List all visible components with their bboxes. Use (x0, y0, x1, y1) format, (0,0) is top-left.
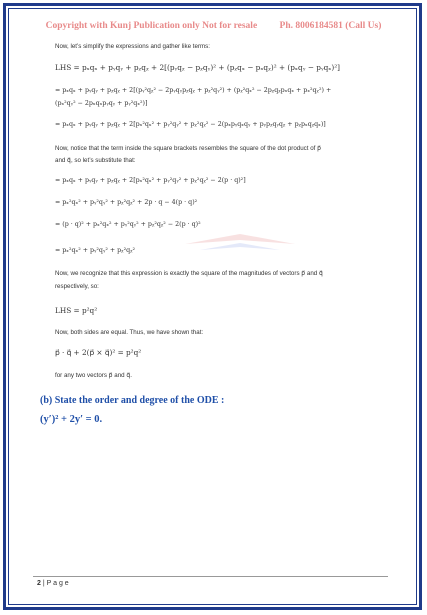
equation-line: = pₓqₓ + pᵧqᵧ + pᵪqᵪ + 2[pₓ²qₓ² + pᵧ²qᵧ² + pᵪ²qᵪ² − 2(pₓpᵧqₓqᵧ + pᵧpᵪqᵧqᵪ + pᵪpₓqᵪqₓ)] (55, 121, 326, 128)
equation-line: p⃗ · q⃗ + 2(p⃗ × q⃗)² = p²q² (55, 348, 142, 357)
text-line: for any two vectors p⃗ and q⃗. (55, 372, 132, 379)
text-line: respectively, so: (55, 283, 99, 290)
equation-line: = pₓqₓ + pᵧqᵧ + pᵪqᵪ + 2[pₓ²qₓ² + pᵧ²qᵧ² + pᵪ²qᵪ² − 2(p · q)²] (55, 177, 246, 184)
contact-phone: Ph. 8006184581 (Call Us) (279, 21, 382, 31)
page-footer (37, 580, 69, 587)
text-line: Now, we recognize that this expression is exactly the square of the magnitudes of vectors p⃗ and q⃗ (55, 270, 323, 277)
question-equation: (y′)² + 2y′ = 0. (40, 414, 103, 425)
equation-line: = (p · q)² + pₓ²qₓ² + pᵧ²qᵧ² + pᵪ²qᵪ² − 2(p · q)² (55, 221, 201, 228)
text-line: Now, notice that the term inside the square brackets resembles the square of the dot product of p⃗ (55, 145, 322, 152)
page-number: 2 (37, 580, 41, 587)
text-line: and q⃗, so let’s substitute that: (55, 157, 136, 164)
equation-line: = pₓ²qₓ² + pᵧ²qᵧ² + pᵪ²qᵪ² + 2p · q − 4(p · q)² (55, 199, 198, 206)
question-title: (b) State the order and degree of the ODE : (40, 395, 225, 406)
equation-line: = pₓqₓ + pᵧqᵧ + pᵪqᵪ + 2[(pᵧ²qᵪ² − 2pᵧqᵧpᵪqᵪ + pᵪ²qᵧ²) + (pᵪ²qₓ² − 2pᵪqᵪpₓqₓ + pₓ²qᵪ²) + (55, 87, 332, 94)
text-line: Now, both sides are equal. Thus, we have shown that: (55, 329, 204, 336)
copyright-notice: Copyright with Kunj Publication only Not for resale (45, 21, 258, 31)
equation-line: LHS = p²q² (55, 306, 98, 315)
page-label: | P a g e (40, 580, 69, 587)
watermark-logo (180, 232, 300, 262)
text-line: Now, let’s simplify the expressions and gather like terms: (55, 43, 210, 50)
equation-line: (pₓ²qᵧ² − 2pₓqₓpᵧqᵧ + pᵧ²qₓ²)] (55, 100, 148, 107)
equation-line: LHS = pₓqₓ + pᵧqᵧ + pᵪqᵪ + 2[(pᵧqᵪ − pᵪqᵧ)² + (pᵪqₓ − pₓqᵪ)² + (pₓqᵧ − pᵧqₓ)²] (55, 63, 340, 72)
page-header (0, 21, 427, 31)
footer-divider (33, 576, 388, 577)
equation-line: = pₓ²qₓ² + pᵧ²qᵧ² + pᵪ²qᵪ² (55, 247, 136, 254)
